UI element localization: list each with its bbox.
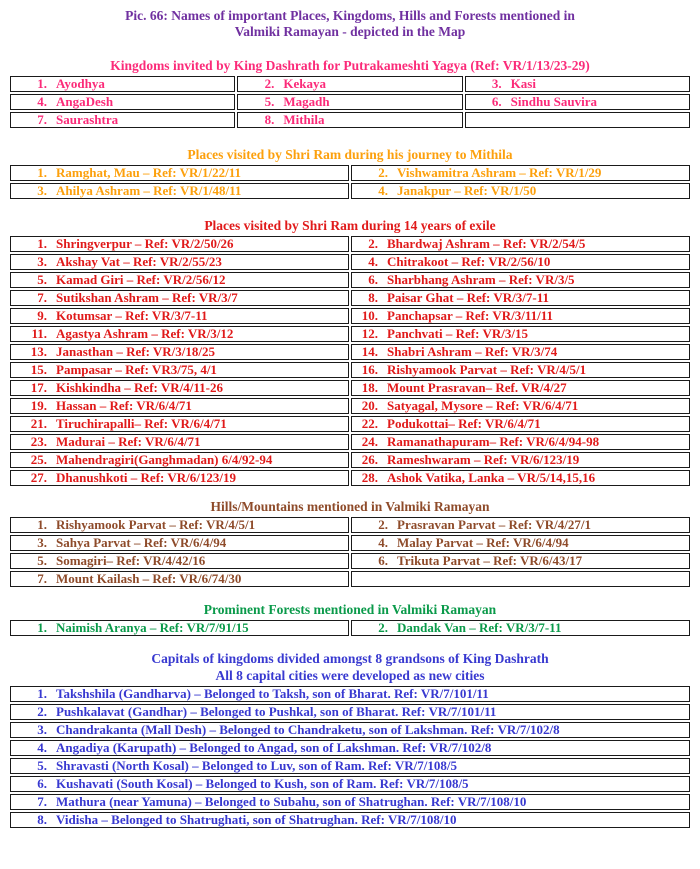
- table-cell: [10, 740, 690, 756]
- cell-number: 3.: [37, 722, 47, 737]
- hills-table: [8, 515, 692, 589]
- cell-number: 7.: [37, 571, 47, 586]
- cell-number: 3.: [491, 76, 502, 91]
- table-cell: [351, 290, 690, 306]
- cell-text: Kamad Giri – Ref: VR/2/56/12: [56, 272, 226, 287]
- table-row: [10, 722, 690, 738]
- section-mithila-journey: [0, 146, 700, 201]
- cell-number: 5.: [264, 94, 275, 109]
- cell-text: Shravasti (North Kosal) – Belonged to Luv, son of Ram. Ref: VR/7/108/5: [56, 758, 457, 773]
- kingdoms-table: [8, 74, 692, 130]
- hills-heading: Hills/Mountains mentioned in Valmiki Ramayan: [210, 499, 490, 514]
- cell-text: Naimish Aranya – Ref: VR/7/91/15: [56, 620, 249, 635]
- cell-number: 11.: [31, 326, 47, 341]
- table-row: [10, 254, 690, 270]
- table-cell: [465, 94, 690, 110]
- table-row: [10, 794, 690, 810]
- cell-text: Vishwamitra Ashram – Ref: VR/1/29: [397, 165, 602, 180]
- cell-text: Mahendragiri(Ganghmadan) 6/4/92-94: [56, 452, 273, 467]
- table-row: [10, 517, 690, 533]
- cell-text: Ramghat, Mau – Ref: VR/1/22/11: [56, 165, 242, 180]
- cell-text: Somagiri– Ref: VR/4/42/16: [56, 553, 206, 568]
- cell-text: Mathura (near Yamuna) – Belonged to Subahu, son of Shatrughan. Ref: VR/7/108/10: [56, 794, 527, 809]
- table-row: [10, 236, 690, 252]
- cell-text: Sahya Parvat – Ref: VR/6/4/94: [56, 535, 227, 550]
- cell-text: Prasravan Parvat – Ref: VR/4/27/1: [397, 517, 592, 532]
- cell-number: 1.: [37, 686, 47, 701]
- table-cell: [351, 470, 690, 486]
- mithila-table: [8, 163, 692, 201]
- table-cell: [10, 452, 349, 468]
- table-cell: [351, 553, 690, 569]
- cell-number: 21.: [30, 416, 47, 431]
- cell-text: Madurai – Ref: VR/6/4/71: [56, 434, 201, 449]
- table-cell: [10, 553, 349, 569]
- cell-text: Pushkalavat (Gandhar) – Belonged to Pushkal, son of Bharat. Ref: VR/7/101/11: [56, 704, 497, 719]
- table-cell: [351, 236, 690, 252]
- cell-text: Rishyamook Parvat – Ref: VR/4/5/1: [387, 362, 587, 377]
- table-row: [10, 94, 690, 110]
- capitals-heading-line2: All 8 capital cities were developed as new cities: [215, 668, 485, 683]
- table-row: [10, 553, 690, 569]
- table-cell: [351, 362, 690, 378]
- cell-text: Pampasar – Ref: VR3/75, 4/1: [56, 362, 217, 377]
- cell-number: 7.: [37, 794, 47, 809]
- cell-text: Janasthan – Ref: VR/3/18/25: [56, 344, 216, 359]
- table-row: [10, 398, 690, 414]
- cell-text: Sharbhang Ashram – Ref: VR/3/5: [387, 272, 575, 287]
- table-cell: [10, 254, 349, 270]
- table-cell: [237, 76, 462, 92]
- section-capitals: [0, 650, 700, 830]
- table-cell: [351, 517, 690, 533]
- cell-text: Ashok Vatika, Lanka – VR/5/14,15,16: [387, 470, 596, 485]
- table-cell: [465, 76, 690, 92]
- table-cell: [351, 254, 690, 270]
- table-cell: [10, 470, 349, 486]
- cell-text: Rameshwaram – Ref: VR/6/123/19: [387, 452, 580, 467]
- cell-number: 14.: [361, 344, 378, 359]
- table-cell: [10, 326, 349, 342]
- table-cell: [351, 620, 690, 636]
- table-row: [10, 776, 690, 792]
- table-cell: [351, 416, 690, 432]
- table-cell: [10, 398, 349, 414]
- cell-text: Janakpur – Ref: VR/1/50: [397, 183, 537, 198]
- capitals-table: [8, 684, 692, 830]
- cell-number: 6.: [37, 776, 47, 791]
- table-cell: [351, 344, 690, 360]
- cell-number: 2.: [368, 236, 378, 251]
- cell-number: 23.: [30, 434, 47, 449]
- exile-heading: Places visited by Shri Ram during 14 years of exile: [204, 218, 496, 233]
- table-cell: [10, 272, 349, 288]
- cell-number: 5.: [37, 758, 47, 773]
- cell-text: Satyagal, Mysore – Ref: VR/6/4/71: [387, 398, 579, 413]
- table-cell: [351, 434, 690, 450]
- table-cell: [351, 535, 690, 551]
- cell-text: Akshay Vat – Ref: VR/2/55/23: [56, 254, 222, 269]
- cell-number: 1.: [37, 165, 47, 180]
- table-cell: [10, 704, 690, 720]
- table-cell: [465, 112, 690, 128]
- cell-number: 3.: [37, 535, 47, 550]
- capitals-heading-line1: Capitals of kingdoms divided amongst 8 grandsons of King Dashrath: [151, 651, 549, 666]
- cell-text: Shringverpur – Ref: VR/2/50/26: [56, 236, 234, 251]
- cell-number: 3.: [37, 183, 47, 198]
- cell-text: Chitrakoot – Ref: VR/2/56/10: [387, 254, 551, 269]
- table-row: [10, 112, 690, 128]
- cell-number: 3.: [37, 254, 47, 269]
- cell-number: 18.: [361, 380, 378, 395]
- cell-number: 26.: [361, 452, 378, 467]
- section-hills-mountains: [0, 498, 700, 589]
- cell-text: Panchvati – Ref: VR/3/15: [387, 326, 528, 341]
- cell-text: Tiruchirapalli– Ref: VR/6/4/71: [56, 416, 227, 431]
- forests-heading: Prominent Forests mentioned in Valmiki Ramayan: [203, 602, 497, 617]
- table-row: [10, 620, 690, 636]
- cell-text: Malay Parvat – Ref: VR/6/4/94: [397, 535, 569, 550]
- kingdoms-heading: Kingdoms invited by King Dashrath for Putrakameshti Yagya (Ref: VR/1/13/23-29): [110, 58, 590, 73]
- cell-text: Mithila: [283, 112, 325, 127]
- table-cell: [237, 94, 462, 110]
- section-exile-places: [0, 217, 700, 488]
- mithila-heading: Places visited by Shri Ram during his journey to Mithila: [187, 147, 513, 162]
- cell-text: Kotumsar – Ref: VR/3/7-11: [56, 308, 208, 323]
- cell-number: 1.: [37, 236, 47, 251]
- cell-number: 4.: [37, 740, 47, 755]
- table-cell: [10, 380, 349, 396]
- table-cell: [10, 535, 349, 551]
- cell-number: 6.: [491, 94, 502, 109]
- cell-text: Sutikshan Ashram – Ref: VR/3/7: [56, 290, 238, 305]
- cell-text: Panchapsar – Ref: VR/3/11/11: [387, 308, 554, 323]
- table-cell: [10, 290, 349, 306]
- section-forests: [0, 601, 700, 638]
- cell-number: 1.: [37, 517, 47, 532]
- cell-number: 4.: [368, 254, 378, 269]
- cell-text: Ramanathapuram– Ref: VR/6/4/94-98: [387, 434, 600, 449]
- table-cell: [10, 517, 349, 533]
- cell-number: 8.: [264, 112, 275, 127]
- table-row: [10, 535, 690, 551]
- table-row: [10, 76, 690, 92]
- cell-text: Rishyamook Parvat – Ref: VR/4/5/1: [56, 517, 256, 532]
- cell-number: 2.: [378, 620, 388, 635]
- cell-number: 27.: [30, 470, 47, 485]
- cell-text: Kishkindha – Ref: VR/4/11-26: [56, 380, 223, 395]
- cell-number: 1.: [37, 620, 47, 635]
- table-row: [10, 362, 690, 378]
- table-cell: [10, 794, 690, 810]
- cell-text: Dhanushkoti – Ref: VR/6/123/19: [56, 470, 236, 485]
- table-row: [10, 812, 690, 828]
- table-row: [10, 434, 690, 450]
- cell-number: 4.: [37, 94, 47, 109]
- table-cell: [351, 380, 690, 396]
- table-cell: [10, 165, 349, 181]
- table-cell: [10, 94, 235, 110]
- section-kingdoms: [0, 57, 700, 130]
- cell-text: Vidisha – Belonged to Shatrughati, son of Shatrughan. Ref: VR/7/108/10: [56, 812, 457, 827]
- table-cell: [10, 812, 690, 828]
- cell-number: 2.: [264, 76, 275, 91]
- cell-number: 20.: [361, 398, 378, 413]
- page-title-line1: Pic. 66: Names of important Places, Kingdoms, Hills and Forests mentioned in: [125, 8, 575, 23]
- table-cell: [237, 112, 462, 128]
- table-row: [10, 571, 690, 587]
- table-cell: [10, 434, 349, 450]
- cell-text: Chandrakanta (Mall Desh) – Belonged to Chandraketu, son of Lakshman. Ref: VR/7/102/8: [56, 722, 560, 737]
- cell-text: Sindhu Sauvira: [510, 94, 598, 109]
- cell-text: Trikuta Parvat – Ref: VR/6/43/17: [397, 553, 583, 568]
- cell-number: 28.: [361, 470, 378, 485]
- table-row: [10, 704, 690, 720]
- cell-text: Ayodhya: [56, 76, 105, 91]
- cell-number: 25.: [30, 452, 47, 467]
- cell-number: 8.: [368, 290, 378, 305]
- cell-text: Dandak Van – Ref: VR/3/7-11: [397, 620, 562, 635]
- forests-table: [8, 618, 692, 638]
- cell-number: 6.: [378, 553, 388, 568]
- table-cell: [10, 344, 349, 360]
- page-title: [0, 8, 700, 40]
- table-cell: [10, 571, 349, 587]
- table-cell: [10, 76, 235, 92]
- cell-text: Mount Prasravan– Ref. VR/4/27: [387, 380, 567, 395]
- table-cell: [10, 362, 349, 378]
- table-row: [10, 272, 690, 288]
- cell-text: Magadh: [283, 94, 330, 109]
- table-cell: [10, 236, 349, 252]
- table-cell: [10, 416, 349, 432]
- table-row: [10, 452, 690, 468]
- table-row: [10, 380, 690, 396]
- table-cell: [351, 326, 690, 342]
- cell-text: Kasi: [510, 76, 536, 91]
- cell-number: 2.: [378, 517, 388, 532]
- table-cell: [351, 398, 690, 414]
- table-row: [10, 290, 690, 306]
- cell-number: 12.: [361, 326, 378, 341]
- table-cell: [351, 308, 690, 324]
- table-row: [10, 416, 690, 432]
- table-row: [10, 344, 690, 360]
- cell-text: AngaDesh: [56, 94, 114, 109]
- cell-number: 6.: [368, 272, 378, 287]
- cell-text: Kushavati (South Kosal) – Belonged to Kush, son of Ram. Ref: VR/7/108/5: [56, 776, 469, 791]
- table-cell: [351, 165, 690, 181]
- table-cell: [10, 722, 690, 738]
- cell-text: Shabri Ashram – Ref: VR/3/74: [387, 344, 558, 359]
- cell-text: Mount Kailash – Ref: VR/6/74/30: [56, 571, 242, 586]
- cell-number: 2.: [37, 704, 47, 719]
- exile-table: [8, 234, 692, 488]
- cell-number: 17.: [30, 380, 47, 395]
- table-row: [10, 308, 690, 324]
- cell-number: 4.: [378, 183, 388, 198]
- table-row: [10, 758, 690, 774]
- cell-text: Bhardwaj Ashram – Ref: VR/2/54/5: [387, 236, 586, 251]
- table-cell: [10, 183, 349, 199]
- table-row: [10, 470, 690, 486]
- cell-number: 5.: [37, 272, 47, 287]
- cell-text: Kekaya: [283, 76, 326, 91]
- cell-number: 8.: [37, 812, 47, 827]
- cell-number: 7.: [37, 112, 47, 127]
- cell-number: 5.: [37, 553, 47, 568]
- cell-number: 9.: [37, 308, 47, 323]
- cell-text: Hassan – Ref: VR/6/4/71: [56, 398, 192, 413]
- table-row: [10, 740, 690, 756]
- cell-text: Angadiya (Karupath) – Belonged to Angad, son of Lakshman. Ref: VR/7/102/8: [56, 740, 492, 755]
- table-cell: [10, 308, 349, 324]
- table-row: [10, 183, 690, 199]
- table-cell: [351, 183, 690, 199]
- table-cell: [10, 620, 349, 636]
- cell-text: Podukottai– Ref: VR/6/4/71: [387, 416, 541, 431]
- table-cell: [10, 686, 690, 702]
- table-cell: [10, 758, 690, 774]
- cell-number: 1.: [37, 76, 47, 91]
- cell-number: 22.: [361, 416, 378, 431]
- cell-text: Ahilya Ashram – Ref: VR/1/48/11: [56, 183, 242, 198]
- cell-text: Saurashtra: [56, 112, 119, 127]
- table-cell: [10, 112, 235, 128]
- table-cell: [351, 571, 690, 587]
- cell-number: 19.: [30, 398, 47, 413]
- table-cell: [351, 452, 690, 468]
- cell-number: 24.: [361, 434, 378, 449]
- cell-text: Paisar Ghat – Ref: VR/3/7-11: [387, 290, 550, 305]
- table-row: [10, 686, 690, 702]
- cell-number: 10.: [361, 308, 378, 323]
- table-cell: [10, 776, 690, 792]
- table-row: [10, 326, 690, 342]
- cell-text: Agastya Ashram – Ref: VR/3/12: [56, 326, 234, 341]
- cell-number: 13.: [30, 344, 47, 359]
- cell-number: 15.: [30, 362, 47, 377]
- cell-number: 16.: [361, 362, 378, 377]
- table-row: [10, 165, 690, 181]
- cell-number: 2.: [378, 165, 388, 180]
- table-cell: [351, 272, 690, 288]
- cell-number: 4.: [378, 535, 388, 550]
- page-title-line2: Valmiki Ramayan - depicted in the Map: [234, 24, 466, 39]
- cell-text: Takshshila (Gandharva) – Belonged to Taksh, son of Bharat. Ref: VR/7/101/11: [56, 686, 489, 701]
- cell-number: 7.: [37, 290, 47, 305]
